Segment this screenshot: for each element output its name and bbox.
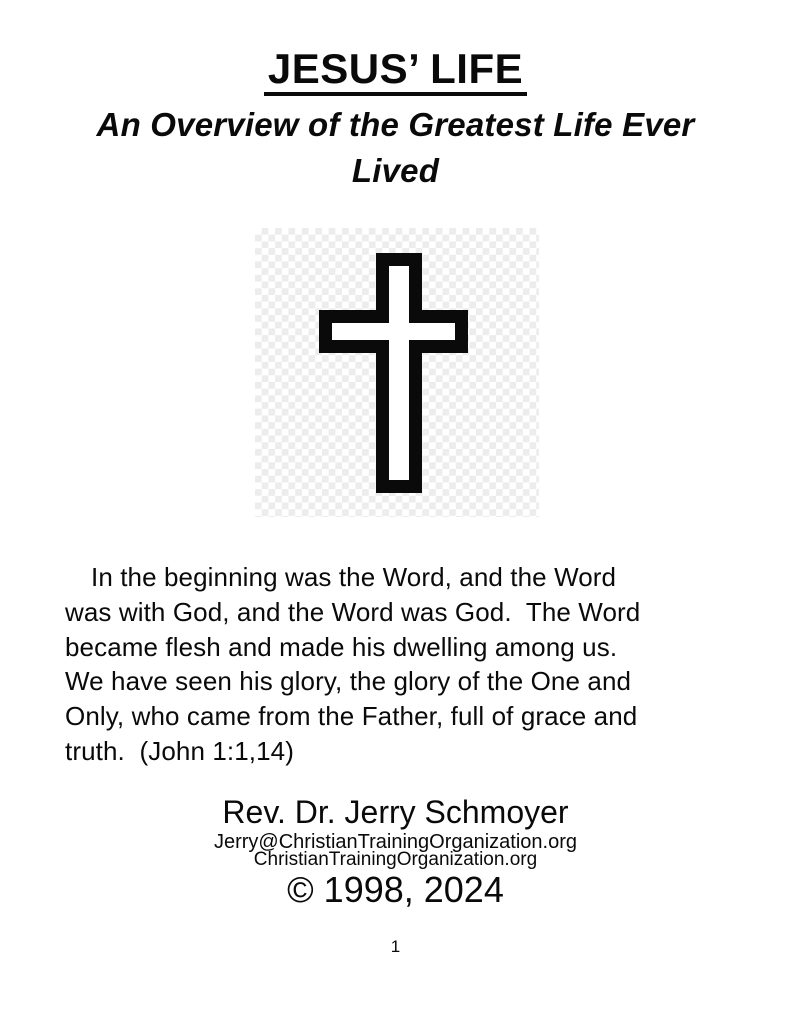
scripture-line: became flesh and made his dwelling among us. [65,631,618,662]
author-email: Jerry@ChristianTrainingOrganization.org [213,831,578,853]
cross-image [255,228,539,517]
scripture-line: We have seen his glory, the glory of the One and [65,666,632,697]
copyright-notice: © 1998, 2024 [287,869,504,910]
author-website: ChristianTrainingOrganization.org [253,849,538,870]
subtitle-line-1: An Overview of the Greatest Life Ever [96,106,695,143]
page-number: 1 [390,937,401,956]
scripture-line: In the beginning was the Word, and the Word [91,562,617,592]
page-subtitle [0,102,791,194]
scripture-line: Only, who came from the Father, full of grace and [65,701,638,732]
scripture-quote [65,560,745,769]
subtitle-line-2: Lived [351,152,440,189]
scripture-line: was with God, and the Word was God. The Word [65,596,641,627]
page-title [0,45,791,96]
scripture-line: truth. (John 1:1,14) [65,735,295,766]
christian-cross-icon [255,228,539,517]
page-title-text: JESUS’ LIFE [264,48,527,96]
author-name: Rev. Dr. Jerry Schmoyer [222,794,569,830]
